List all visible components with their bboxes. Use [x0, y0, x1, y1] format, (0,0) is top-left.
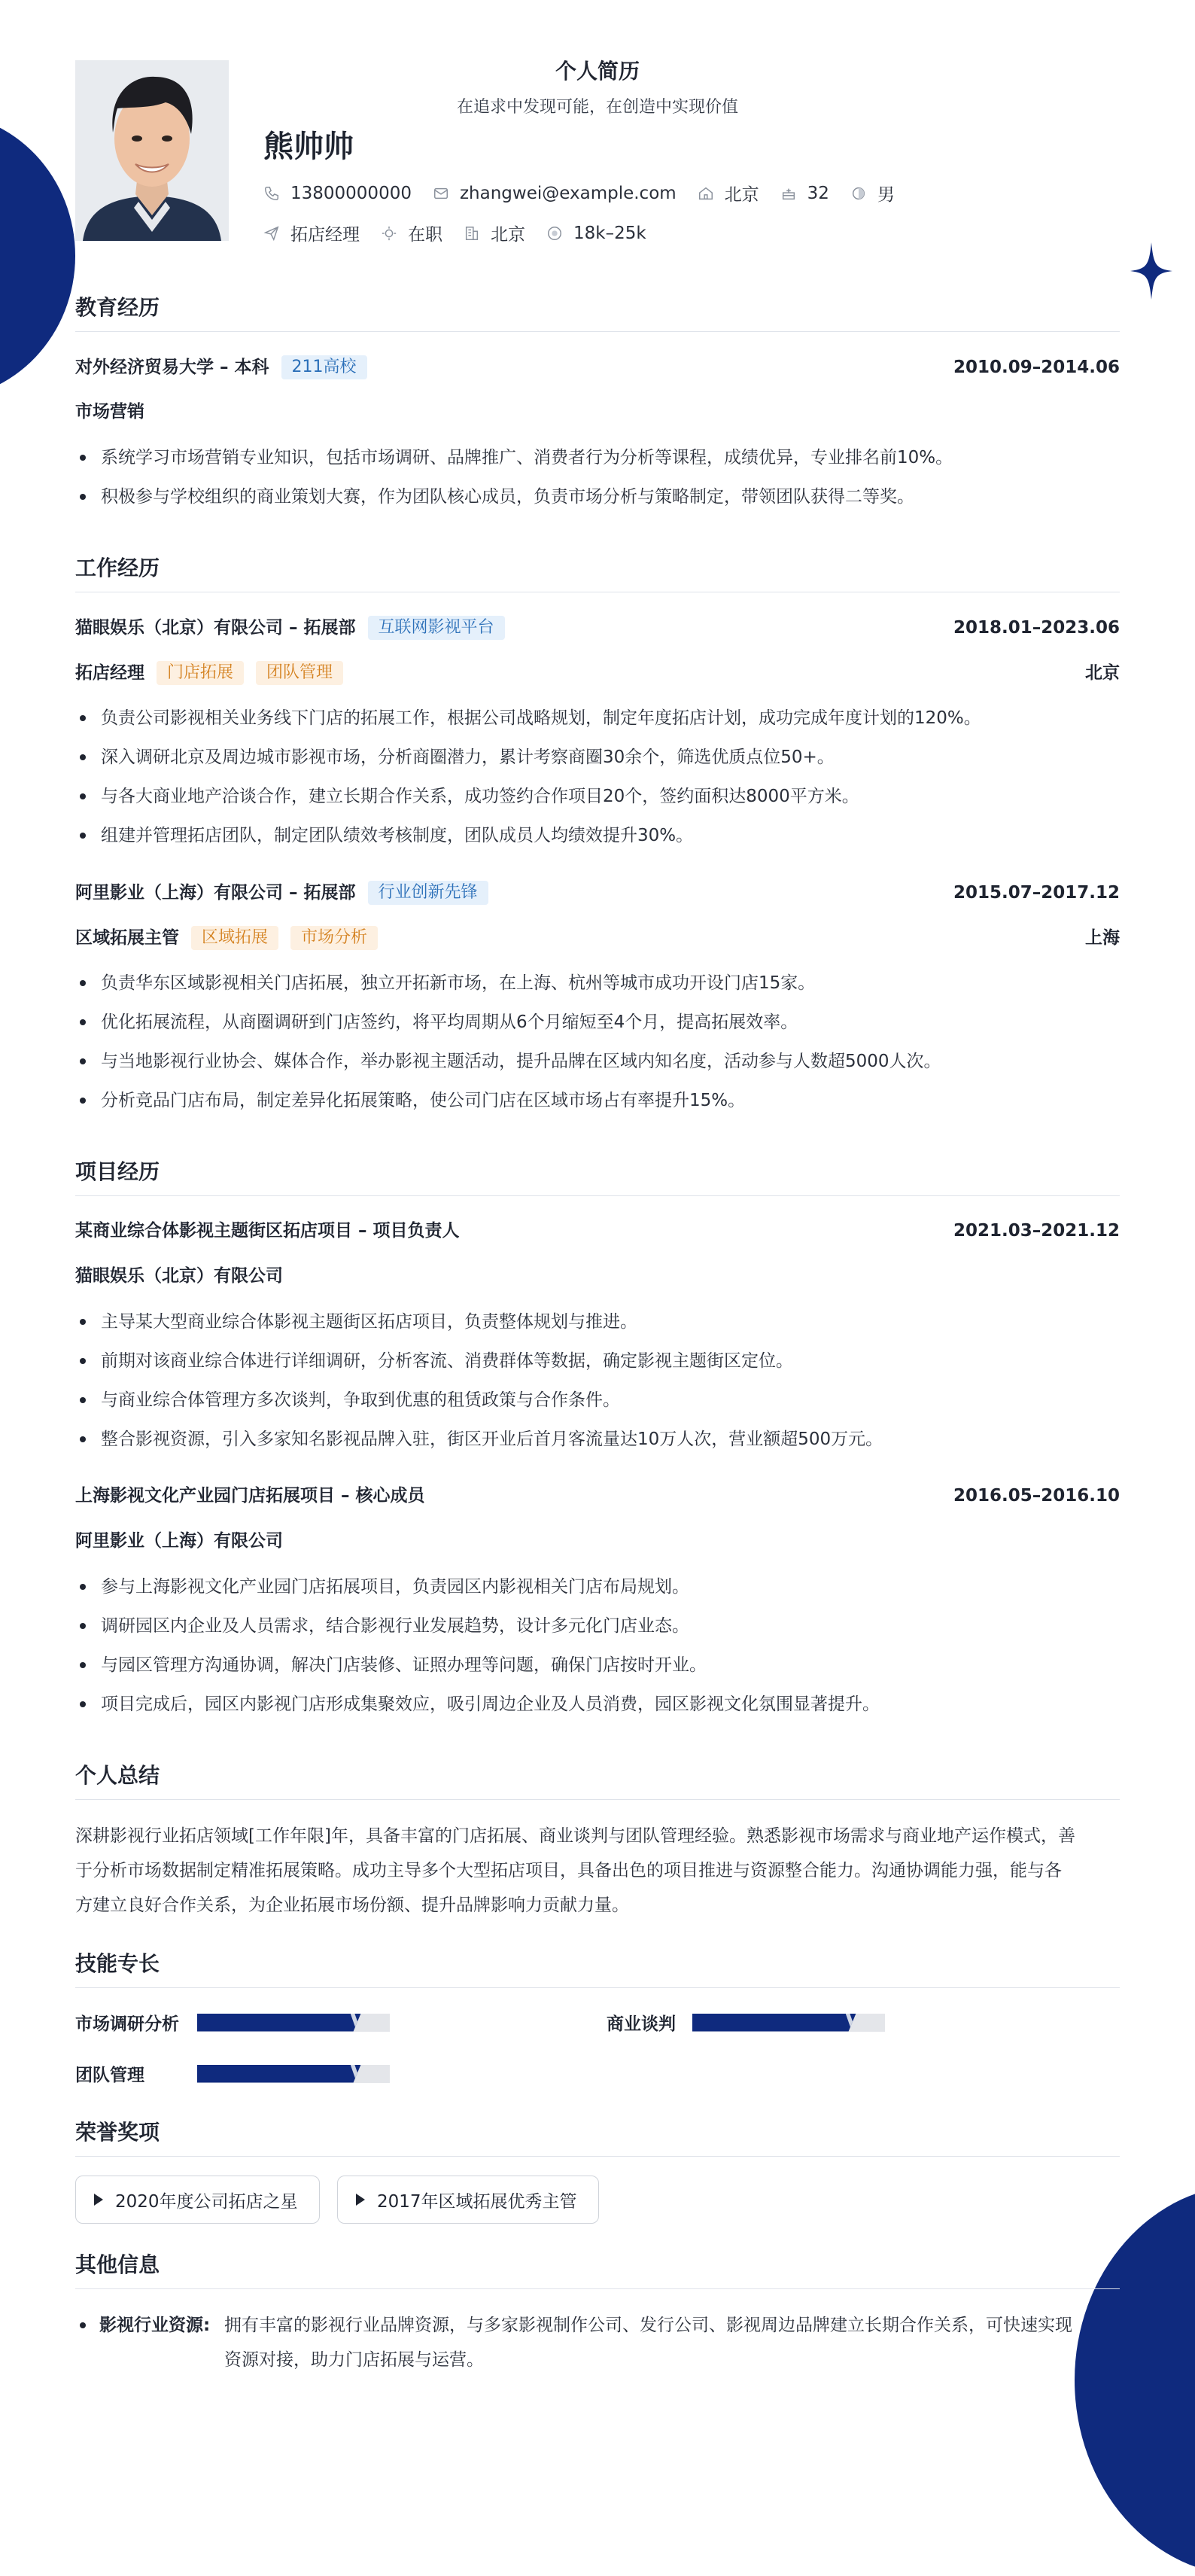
skill-name: 团队管理 [75, 2066, 144, 2085]
list-item: 项目完成后，园区内影视门店形成集聚效应，吸引周边企业及人员消费，园区影视文化氛围显著提升。 [75, 1685, 1120, 1724]
list-item: 负责华东区域影视相关门店拓展，独立开拓新市场，在上海、杭州等城市成功开设门店15家。 [75, 964, 1120, 1003]
list-item: 与当地影视行业协会、媒体合作，举办影视主题活动，提升品牌在区域内知名度，活动参与人数超5000人次。 [75, 1042, 1120, 1081]
skill-tag: 门店拓展 [157, 661, 244, 685]
honor-label: 2017年区域拓展优秀主管 [377, 2191, 577, 2212]
age-value: 32 [807, 183, 829, 203]
job-intent-row [263, 221, 667, 245]
list-item: 前期对该商业综合体进行详细调研，分析客流、消费群体等数据，确定影视主题街区定位。 [75, 1341, 1120, 1381]
other-line: 拥有丰富的影视行业品牌资源，与多家影视制作公司、发行公司、影视周边品牌建立长期合作关系，可快速实现 [224, 2316, 1072, 2335]
list-item: 分析竞品门店布局，制定差异化拓展策略，使公司门店在区域市场占有率提升15%。 [75, 1081, 1120, 1120]
cake-icon [780, 185, 797, 202]
education-bullets [75, 438, 1120, 516]
salary-icon [546, 225, 563, 242]
summary-line: 方建立良好合作关系，为企业拓展市场份额、提升品牌影响力贡献力量。 [75, 1895, 629, 1915]
job-row [75, 881, 1120, 905]
job-location: 北京 [1085, 663, 1120, 683]
honor-item [75, 2176, 320, 2224]
other-line: 资源对接，助力门店拓展与运营。 [224, 2350, 484, 2370]
avatar [75, 60, 229, 241]
job-date: 2018.01–2023.06 [953, 618, 1120, 638]
email-item [433, 184, 677, 203]
phone-value: 13800000000 [290, 183, 412, 203]
list-item: 调研园区内企业及人员需求，结合影视行业发展趋势，设计多元化门店业态。 [75, 1606, 1120, 1646]
projects-section-title: 项目经历 [75, 1159, 1120, 1196]
skills-section-title: 技能专长 [75, 1951, 1120, 1988]
salary-item [546, 224, 646, 243]
project-date: 2021.03–2021.12 [953, 1221, 1120, 1241]
age-item [780, 184, 829, 203]
education-date: 2010.09–2014.06 [953, 358, 1120, 377]
gender-item [850, 181, 895, 206]
mail-icon [433, 185, 449, 202]
honor-item [337, 2176, 599, 2224]
school-name: 对外经济贸易大学 – 本科 [75, 358, 269, 377]
job-company: 猫眼娱乐（北京）有限公司 – 拓展部 [75, 618, 356, 638]
summary-line: 深耕影视行业拓店领域[工作年限]年，具备丰富的门店拓展、商业谈判与团队管理经验。熟悉影视市场需求与商业地产运作模式，善 [75, 1826, 1075, 1846]
gender-icon [850, 185, 867, 202]
honors-section-title: 荣誉奖项 [75, 2120, 1120, 2157]
position-value: 拓店经理 [290, 225, 360, 245]
project-org: 阿里影业（上海）有限公司 [75, 1531, 283, 1551]
other-section-title: 其他信息 [75, 2252, 1120, 2289]
list-item: 与商业综合体管理方多次谈判，争取到优惠的租赁政策与合作条件。 [75, 1381, 1120, 1420]
status-icon [381, 225, 397, 242]
other-label: 影视行业资源: [99, 2316, 211, 2335]
page-subtitle: 在追求中发现可能，在创造中实现价值 [456, 98, 738, 117]
project-name: 上海影视文化产业园门店拓展项目 – 核心成员 [75, 1486, 425, 1506]
list-item: 负责公司影视相关业务线下门店的拓展工作，根据公司战略规划，制定年度拓店计划，成功完成年度计划的120%。 [75, 699, 1120, 738]
building-icon [464, 225, 480, 242]
job-date: 2015.07–2017.12 [953, 883, 1120, 903]
education-row [75, 355, 1120, 379]
summary-line: 于分析市场数据制定精准拓展策略。成功主导多个大型拓店项目，具备出色的项目推进与资源整合能力。沟通协调能力强，能与各 [75, 1861, 1062, 1880]
honor-label: 2020年度公司拓店之星 [115, 2191, 298, 2212]
education-major: 市场营销 [75, 402, 144, 422]
decorative-circle-right [1075, 2185, 1195, 2576]
skill-name: 商业谈判 [607, 2014, 676, 2034]
project-row [75, 1484, 1120, 1507]
list-item: 优化拓展流程，从商圈调研到门店签约，将平均周期从6个月缩短至4个月，提高拓展效率。 [75, 1003, 1120, 1042]
position-item [263, 221, 360, 245]
work-section-title: 工作经历 [75, 556, 1120, 592]
list-item: 整合影视资源，引入多家知名影视品牌入驻，街区开业后首月客流量达10万人次，营业额超500万元。 [75, 1420, 1120, 1459]
skill-bar [197, 2065, 390, 2083]
job-bullets [75, 964, 1120, 1120]
list-item: 参与上海影视文化产业园门店拓展项目，负责园区内影视相关门店布局规划。 [75, 1567, 1120, 1606]
skill-bar-fill [197, 2065, 361, 2083]
summary-text [75, 1819, 1120, 1923]
project-row [75, 1219, 1120, 1242]
skill-tag: 团队管理 [256, 661, 343, 685]
education-section-title: 教育经历 [75, 295, 1120, 332]
contact-row [263, 181, 916, 206]
job-role: 区域拓展主管 [75, 928, 179, 948]
job-company: 阿里影业（上海）有限公司 – 拓展部 [75, 883, 356, 903]
status-item [381, 221, 442, 245]
phone-item [263, 184, 412, 203]
phone-icon [263, 185, 280, 202]
city-item [464, 221, 525, 245]
list-item: 与园区管理方沟通协调，解决门店装修、证照办理等问题，确保门店按时开业。 [75, 1646, 1120, 1685]
email-value: zhangwei@example.com [459, 183, 677, 203]
skill-item [75, 2061, 390, 2086]
skill-tag: 区域拓展 [191, 926, 278, 950]
salary-value: 18k–25k [573, 223, 646, 243]
play-icon [94, 2194, 103, 2206]
hometown-item [698, 181, 759, 206]
skill-item [75, 2010, 390, 2035]
bullet-dot [80, 2322, 86, 2328]
project-bullets [75, 1567, 1120, 1724]
summary-section-title: 个人总结 [75, 1763, 1120, 1800]
list-item: 与各大商业地产洽谈合作，建立长期合作关系，成功签约合作项目20个，签约面积达8000平方米。 [75, 777, 1120, 816]
list-item: 组建并管理拓店团队，制定团队绩效考核制度，团队成员人均绩效提升30%。 [75, 816, 1120, 855]
list-item: 深入调研北京及周边城市影视市场，分析商圈潜力，累计考察商圈30余个，筛选优质点位50+。 [75, 738, 1120, 777]
job-location: 上海 [1085, 928, 1120, 948]
skill-name: 市场调研分析 [75, 2014, 179, 2034]
project-org: 猫眼娱乐（北京）有限公司 [75, 1266, 283, 1286]
resume-header [75, 59, 1120, 245]
skill-bar [197, 2014, 390, 2032]
star-icon [1130, 242, 1172, 300]
decorative-circle-left [0, 113, 75, 399]
other-item [75, 2308, 1120, 2377]
list-item: 系统学习市场营销专业知识，包括市场调研、品牌推广、消费者行为分析等课程，成绩优异，专业排名前10%。 [75, 438, 1120, 477]
city-value: 北京 [491, 225, 525, 245]
project-date: 2016.05–2016.10 [953, 1486, 1120, 1506]
job-tag: 行业创新先锋 [368, 881, 488, 905]
job-bullets [75, 699, 1120, 855]
school-tag: 211高校 [281, 355, 367, 379]
skill-bar-fill [197, 2014, 361, 2032]
send-icon [263, 225, 280, 242]
project-name: 某商业综合体影视主题街区拓店项目 – 项目负责人 [75, 1221, 460, 1241]
candidate-name: 熊帅帅 [263, 129, 354, 164]
skill-tag: 市场分析 [290, 926, 378, 950]
page-title: 个人简历 [555, 59, 640, 84]
skill-bar [692, 2014, 885, 2032]
project-bullets [75, 1302, 1120, 1459]
hometown-value: 北京 [724, 185, 759, 205]
skill-item [607, 2010, 885, 2035]
list-item: 积极参与学校组织的商业策划大赛，作为团队核心成员，负责市场分析与策略制定，带领团队获得二等奖。 [75, 477, 1120, 516]
skill-bar-fill [692, 2014, 856, 2032]
home-icon [698, 185, 714, 202]
status-value: 在职 [408, 225, 442, 245]
job-role-row [75, 661, 1120, 685]
job-role-row [75, 926, 1120, 950]
list-item: 主导某大型商业综合体影视主题街区拓店项目，负责整体规划与推进。 [75, 1302, 1120, 1341]
play-icon [356, 2194, 365, 2206]
job-tag: 互联网影视平台 [368, 616, 505, 640]
gender-value: 男 [877, 185, 895, 205]
job-role: 拓店经理 [75, 663, 144, 683]
job-row [75, 616, 1120, 640]
